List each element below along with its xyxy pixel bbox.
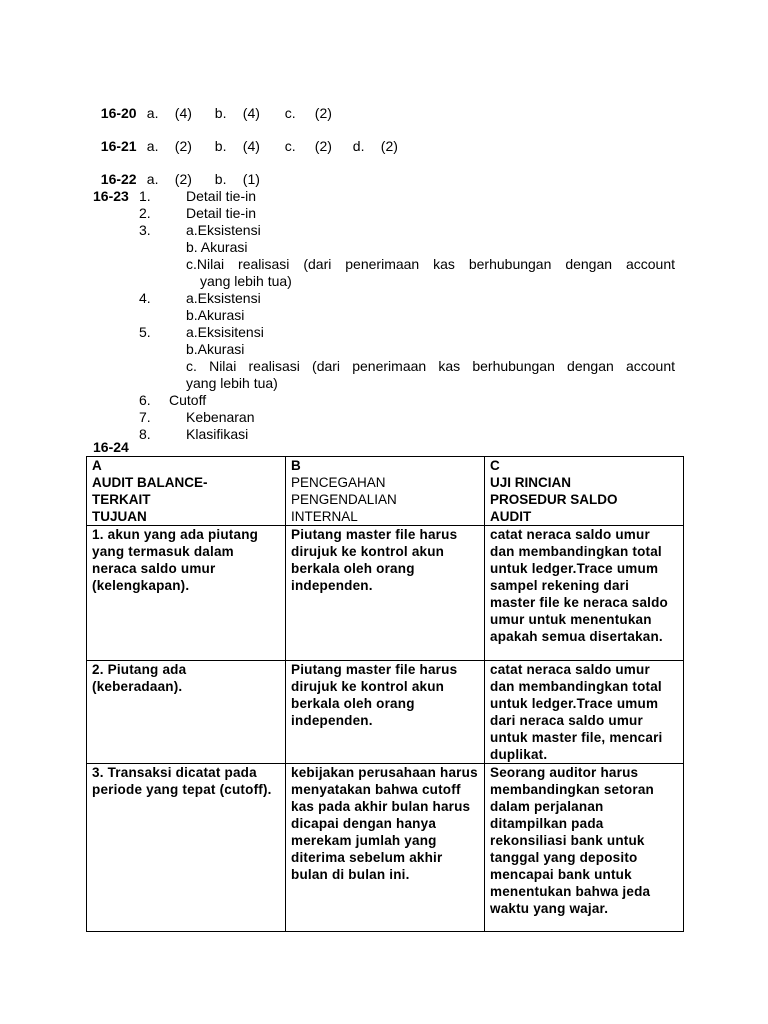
table-cell-procedure: catat neraca saldo umur dan membandingkan total untuk ledger.Trace umum sampel rekening dari master file ke neraca saldo umur untuk menentukan apakah semua disertakan. xyxy=(485,526,684,661)
header-line: PROSEDUR SALDO xyxy=(490,492,618,507)
header-line: PENGENDALIAN xyxy=(291,492,397,507)
item-number: 6. xyxy=(139,392,151,408)
table-row xyxy=(87,526,684,661)
item-text: Detail tie-in xyxy=(186,205,257,221)
header-line: INTERNAL xyxy=(291,509,358,524)
item-text: c. Nilai realisasi (dari penerimaan kas berhubungan dengan account xyxy=(186,358,675,374)
item-text: Klasifikasi xyxy=(186,426,249,442)
header-letter: C xyxy=(490,458,500,473)
item-number: 5. xyxy=(139,324,151,340)
answer-option: (1) xyxy=(242,171,260,187)
list-item xyxy=(139,358,675,392)
item-text: b.Akurasi xyxy=(186,307,245,323)
header-letter: B xyxy=(291,458,301,473)
answer-option: a. xyxy=(146,138,159,154)
table-cell-control: kebijakan perusahaan harus menyatakan bahwa cutoff kas pada akhir bulan harus dicapai dengan hanya merekam jumlah yang diterima sebelum akhir bulan di bulan ini. xyxy=(286,764,485,932)
list-item xyxy=(139,222,675,239)
list-item xyxy=(139,409,675,426)
answer-option: c. xyxy=(284,138,296,154)
answer-16-20 xyxy=(93,88,332,122)
answer-option: (2) xyxy=(314,105,332,121)
item-text: Kebenaran xyxy=(186,409,255,425)
header-line: TUJUAN xyxy=(92,509,147,524)
answer-option: (4) xyxy=(242,138,260,154)
answer-option: (2) xyxy=(314,138,332,154)
answer-option: b. xyxy=(214,171,227,187)
table-cell-procedure: Seorang auditor harus membandingkan setoran dalam perjalanan ditampilkan pada rekonsiliasi bank untuk tanggal yang deposito mencapai bank untuk menentukan bahwa jeda waktu yang wajar. xyxy=(485,764,684,932)
question-number: 16-20 xyxy=(100,105,137,121)
table-cell-objective: 2. Piutang ada (keberadaan). xyxy=(87,661,286,764)
list-item xyxy=(139,290,675,307)
list-item xyxy=(139,307,675,324)
list-item xyxy=(139,341,675,358)
answer-option: (2) xyxy=(174,171,192,187)
item-text-continued: yang lebih tua) xyxy=(200,273,292,289)
header-cell-b xyxy=(286,457,485,526)
list-item xyxy=(139,188,675,205)
header-line: AUDIT BALANCE- xyxy=(92,475,208,490)
list-item xyxy=(139,256,675,290)
list-item xyxy=(139,324,675,341)
item-text: b.Akurasi xyxy=(186,341,245,357)
list-item xyxy=(139,426,675,443)
answer-16-22 xyxy=(93,154,260,188)
header-line: TERKAIT xyxy=(92,492,151,507)
header-line: AUDIT xyxy=(490,509,532,524)
answer-option: d. xyxy=(352,138,365,154)
question-number: 16-22 xyxy=(100,171,137,187)
item-text: a.Eksisitensi xyxy=(186,324,264,340)
table-cell-objective: 3. Transaksi dicatat pada periode yang tepat (cutoff). xyxy=(87,764,286,932)
answer-list-16-23 xyxy=(139,188,675,443)
question-number-16-24: 16-24 xyxy=(93,439,129,455)
answer-option: (2) xyxy=(380,138,398,154)
list-item xyxy=(139,205,675,222)
item-text: Detail tie-in xyxy=(186,188,257,204)
item-text: a.Eksistensi xyxy=(186,290,261,306)
item-number: 4. xyxy=(139,290,151,306)
table-cell-control: Piutang master file harus dirujuk ke kontrol akun berkala oleh orang independen. xyxy=(286,526,485,661)
item-number: 3. xyxy=(139,222,151,238)
answer-option: (4) xyxy=(242,105,260,121)
answer-option: a. xyxy=(146,105,159,121)
item-text: c.Nilai realisasi (dari penerimaan kas berhubungan dengan account xyxy=(186,256,675,272)
answer-option: (4) xyxy=(174,105,192,121)
table-row xyxy=(87,764,684,932)
question-number-16-23: 16-23 xyxy=(93,188,129,204)
list-item xyxy=(139,392,675,409)
answer-option: (2) xyxy=(174,138,192,154)
item-text: a.Eksistensi xyxy=(186,222,261,238)
audit-table xyxy=(86,456,684,932)
item-number: 2. xyxy=(139,205,151,221)
header-letter: A xyxy=(92,458,102,473)
answer-option: b. xyxy=(214,138,227,154)
list-item xyxy=(139,239,675,256)
table-header-row xyxy=(87,457,684,526)
item-text: Cutoff xyxy=(169,392,207,408)
table-cell-control: Piutang master file harus dirujuk ke kontrol akun berkala oleh orang independen. xyxy=(286,661,485,764)
answer-option: b. xyxy=(214,105,227,121)
header-line: PENCEGAHAN xyxy=(291,475,386,490)
answer-16-21 xyxy=(93,121,398,155)
header-line: UJI RINCIAN xyxy=(490,475,572,490)
header-cell-a xyxy=(87,457,286,526)
item-number: 8. xyxy=(139,426,151,442)
item-number: 1. xyxy=(139,188,151,204)
header-cell-c xyxy=(485,457,684,526)
answer-option: c. xyxy=(284,105,296,121)
table-cell-objective: 1. akun yang ada piutang yang termasuk dalam neraca saldo umur (kelengkapan). xyxy=(87,526,286,661)
item-number: 7. xyxy=(139,409,151,425)
table-cell-procedure: catat neraca saldo umur dan membandingkan total untuk ledger.Trace umum dari neraca saldo umur untuk master file, mencari duplikat. xyxy=(485,661,684,764)
question-number: 16-21 xyxy=(100,138,137,154)
table-row xyxy=(87,661,684,764)
answer-option: a. xyxy=(146,171,159,187)
item-text: b. Akurasi xyxy=(186,239,248,255)
item-text-continued: yang lebih tua) xyxy=(186,375,278,391)
